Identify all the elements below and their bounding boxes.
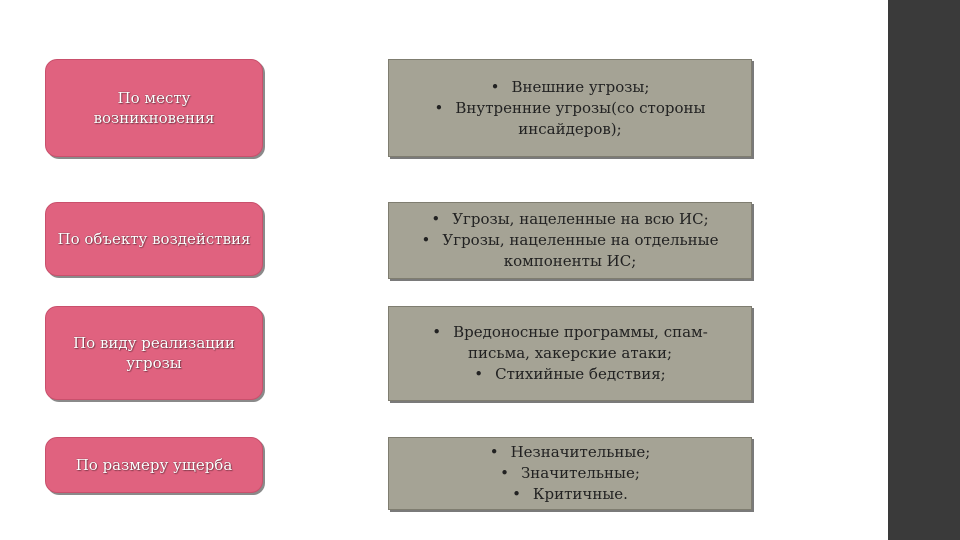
bullet-item: • Угрозы, нацеленные на всю ИС; [403, 209, 737, 230]
right-sidebar-panel [888, 0, 960, 540]
bullet-item: • Внешние угрозы; [403, 77, 737, 98]
bullet-item: • Внутренние угрозы(со стороны инсайдеров); [403, 98, 737, 140]
description-box-damage [388, 437, 752, 510]
bullet-list [403, 322, 737, 385]
category-label: По виду реализации угрозы [73, 334, 235, 372]
category-box-origin [45, 59, 263, 157]
category-label: По размеру ущерба [75, 456, 233, 474]
bullet-item: • Стихийные бедствия; [403, 364, 737, 385]
category-box-damage [45, 437, 263, 493]
bullet-item: • Угрозы, нацеленные на отдельные компоненты ИС; [403, 230, 737, 272]
bullet-item: • Незначительные; [490, 442, 651, 463]
description-box-method [388, 306, 752, 401]
bullet-list [403, 77, 737, 140]
bullet-list [490, 442, 651, 505]
category-box-method [45, 306, 263, 400]
description-box-target [388, 202, 752, 279]
bullet-item: • Значительные; [490, 463, 651, 484]
category-label: По объекту воздействия [57, 230, 251, 248]
bullet-list [403, 209, 737, 272]
description-box-origin [388, 59, 752, 157]
bullet-item: • Вредоносные программы, спам-письма, хакерские атаки; [403, 322, 737, 364]
category-label: По месту возникновения [93, 89, 215, 127]
category-box-target [45, 202, 263, 276]
bullet-item: • Критичные. [490, 484, 651, 505]
